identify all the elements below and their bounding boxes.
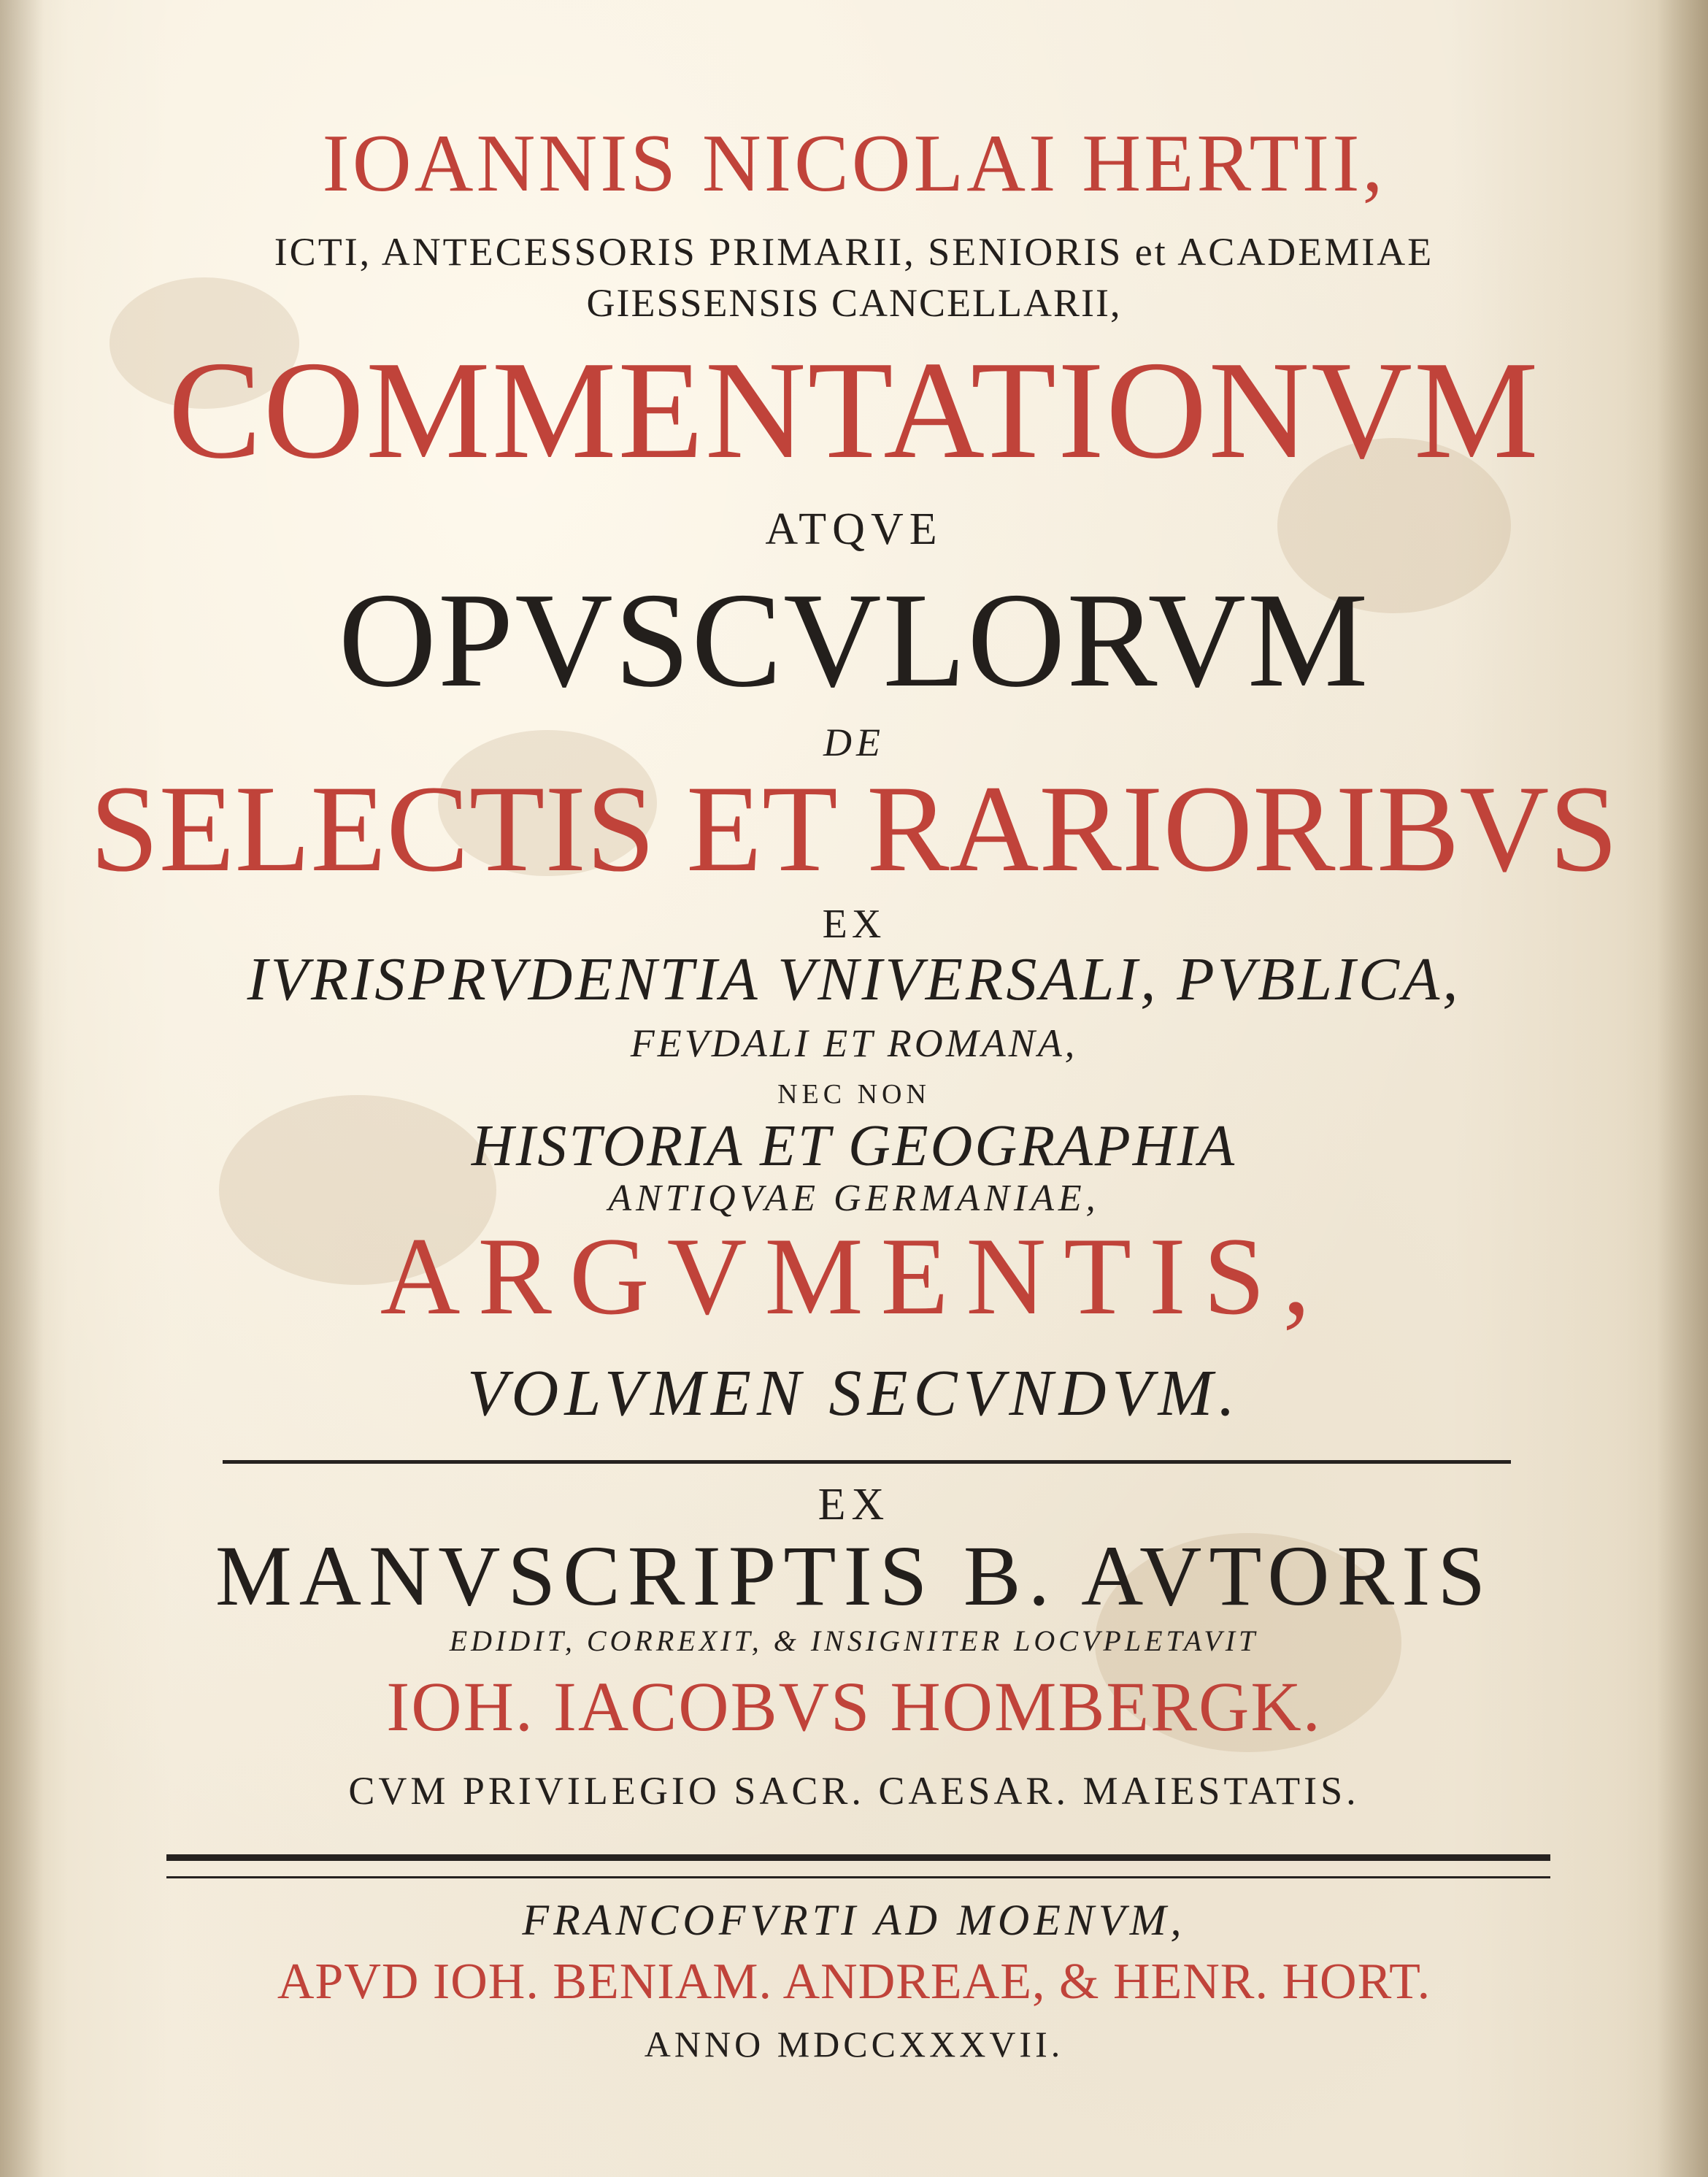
title-ex-1: EX — [822, 902, 886, 947]
author-titles-line-1: ICTI, ANTECESSORIS PRIMARII, SENIORIS et ACADEMIAE — [274, 230, 1434, 274]
title-selectis: SELECTIS ET RARIORIBVS — [90, 760, 1618, 897]
title-manuscriptis: MANVSCRIPTIS B. AVTORIS — [215, 1528, 1493, 1624]
title-atque: ATQVE — [765, 504, 943, 554]
title-edidit: EDIDIT, CORREXIT, & INSIGNITER LOCVPLETAVIT — [449, 1624, 1259, 1657]
title-opusculorum: OPVSCVLORVM — [338, 565, 1370, 715]
author-titles-line-2: GIESSENSIS CANCELLARII, — [586, 281, 1122, 325]
author-name: IOANNIS NICOLAI HERTII, — [322, 118, 1386, 209]
privilege-line: CVM PRIVILEGIO SACR. CAESAR. MAIESTATIS. — [348, 1769, 1360, 1813]
imprint-year: ANNO MDCCXXXVII. — [644, 2024, 1064, 2065]
main-title-commentationum: COMMENTATIONVM — [168, 332, 1540, 488]
title-historia: HISTORIA ET GEOGRAPHIA — [471, 1114, 1237, 1178]
title-argumentis: ARGVMENTIS, — [380, 1215, 1328, 1337]
editor-name: IOH. IACOBVS HOMBERGK. — [386, 1667, 1322, 1746]
title-feudali: FEVDALI ET ROMANA, — [630, 1021, 1078, 1065]
title-volumen: VOLVMEN SECVNDVM. — [467, 1357, 1241, 1429]
title-nec-non: NEC NON — [777, 1079, 931, 1110]
imprint-publisher: APVD IOH. BENIAM. ANDREAE, & HENR. HORT. — [277, 1954, 1431, 2010]
title-ex-2: EX — [818, 1480, 890, 1529]
imprint-place: FRANCOFVRTI AD MOENVM, — [522, 1896, 1186, 1944]
double-rule-thin — [166, 1876, 1550, 1878]
divider-rule — [223, 1460, 1511, 1464]
title-iurisprudentia: IVRISPRVDENTIA VNIVERSALI, PVBLICA, — [247, 945, 1461, 1013]
title-antiquae: ANTIQVAE GERMANIAE, — [608, 1178, 1100, 1219]
title-de: DE — [823, 721, 885, 764]
double-rule-thick — [166, 1854, 1550, 1861]
